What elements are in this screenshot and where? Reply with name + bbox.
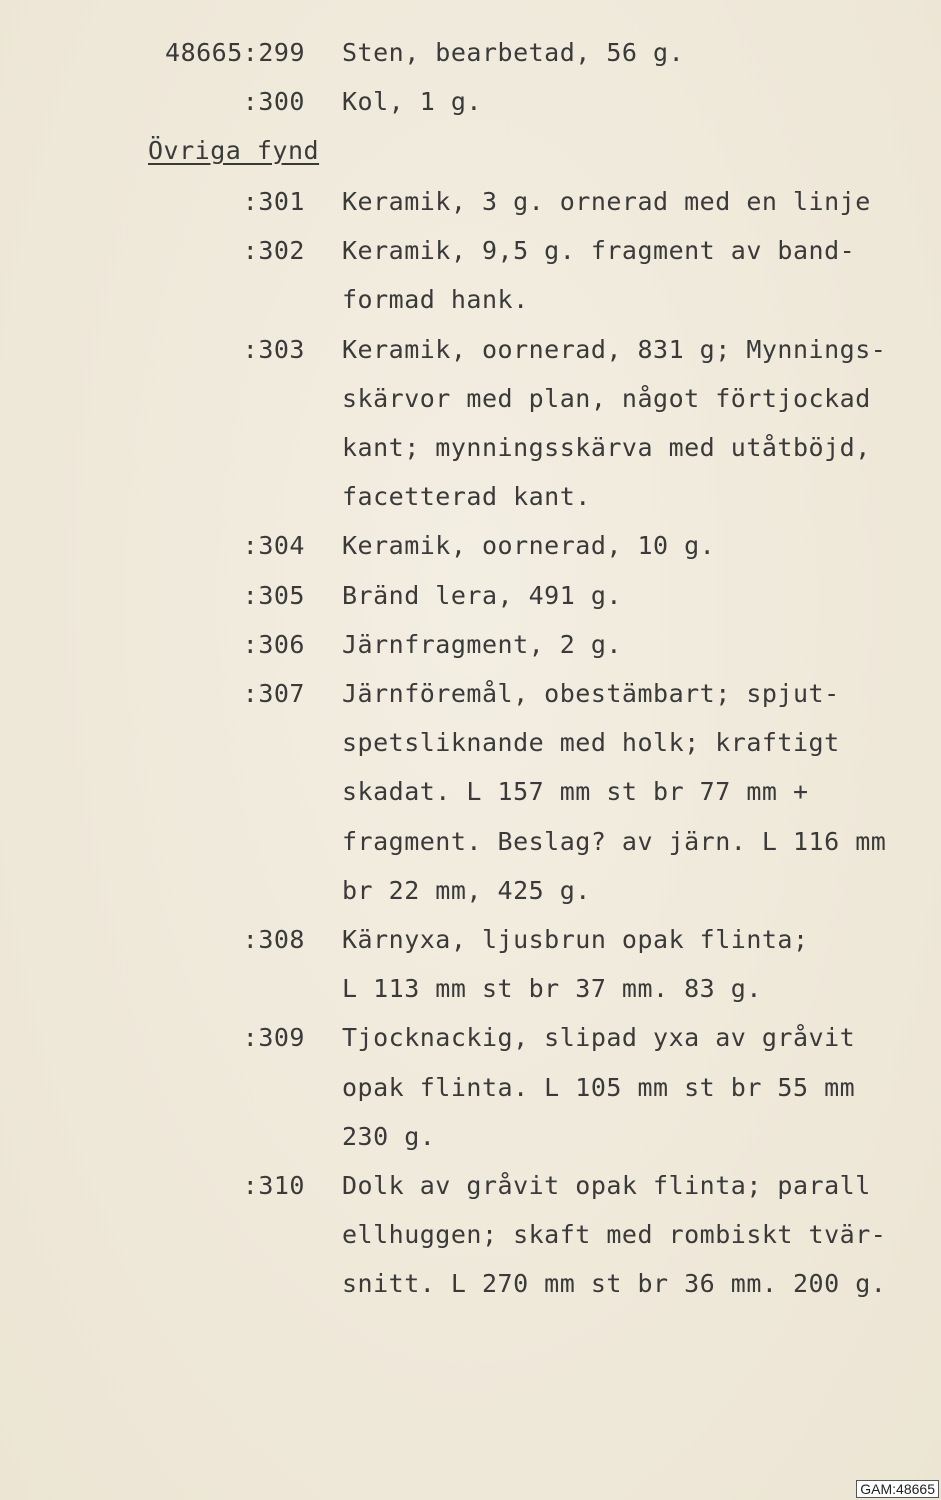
entry-text: 230 g. (342, 1121, 436, 1151)
catalog-number: :300 (242, 87, 305, 116)
catalog-number: :302 (242, 236, 305, 266)
catalog-number: :308 (242, 925, 305, 954)
entry-text: Keramik, oornerad, 831 g; Mynnings- (342, 334, 887, 364)
entry-text: br 22 mm, 425 g. (342, 875, 591, 905)
entry-text: kant; mynningsskärva med utåtböjd, (342, 433, 871, 462)
catalog-number: :301 (242, 187, 305, 216)
entry-text: Keramik, oornerad, 10 g. (342, 531, 716, 561)
entry-text: formad hank. (342, 285, 529, 315)
catalog-number: :307 (242, 679, 305, 708)
archive-stamp: GAM:48665 (856, 1480, 939, 1498)
entry-text: Dolk av gråvit opak flinta; parall (342, 1171, 871, 1200)
entry-text: fragment. Beslag? av järn. L 116 mm (342, 826, 887, 856)
entry-text: Järnfragment, 2 g. (342, 629, 622, 659)
entry-text: skärvor med plan, något förtjockad (342, 383, 871, 413)
entry-text: snitt. L 270 mm st br 36 mm. 200 g. (342, 1269, 887, 1299)
catalog-number: :309 (242, 1023, 305, 1053)
catalog-number: :303 (242, 334, 305, 364)
entry-text: Järnföremål, obestämbart; spjut- (342, 679, 840, 708)
entry-text: Tjocknackig, slipad yxa av gråvit (342, 1023, 856, 1053)
entry-text: opak flinta. L 105 mm st br 55 mm (342, 1072, 856, 1102)
entry-text: Kärnyxa, ljusbrun opak flinta; (342, 925, 809, 954)
catalog-number: :304 (242, 531, 305, 561)
catalog-number: :310 (242, 1171, 305, 1200)
entry-text: facetterad kant. (342, 482, 591, 512)
entry-text: Kol, 1 g. (342, 87, 482, 116)
entry-text: spetsliknande med holk; kraftigt (342, 728, 840, 758)
entry-text: ellhuggen; skaft med rombiskt tvär- (342, 1220, 887, 1250)
catalog-number: 48665:299 (165, 38, 305, 67)
entry-text: skadat. L 157 mm st br 77 mm + (342, 777, 809, 807)
entry-text: Keramik, 3 g. ornerad med en linje (342, 187, 871, 216)
entry-text: Bränd lera, 491 g. (342, 580, 622, 610)
section-heading: Övriga fynd (148, 136, 320, 165)
entry-text: L 113 mm st br 37 mm. 83 g. (342, 974, 762, 1004)
catalog-number: :305 (242, 580, 305, 610)
catalog-number: :306 (242, 629, 305, 659)
entry-text: Keramik, 9,5 g. fragment av band- (342, 236, 856, 266)
entry-text: Sten, bearbetad, 56 g. (342, 38, 685, 67)
